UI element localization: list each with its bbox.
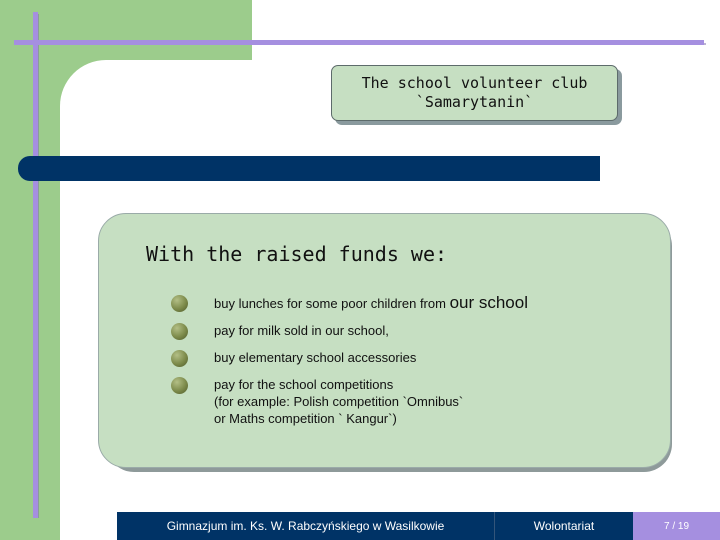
- bullet-icon: [171, 295, 188, 312]
- list-item-line: or Maths competition ` Kangur`): [214, 411, 397, 426]
- bullet-icon: [171, 377, 188, 394]
- list-item-emphasis: our school: [449, 293, 528, 312]
- slide-title-line-1: The school volunteer club: [361, 74, 588, 92]
- footer-page-number: 7 / 19: [633, 512, 720, 540]
- bullet-icon: [171, 323, 188, 340]
- content-panel: [98, 213, 671, 468]
- list-item: [171, 294, 528, 312]
- bullet-icon: [171, 350, 188, 367]
- list-item-text: buy lunches for some poor children from: [214, 296, 450, 311]
- list-item: [171, 349, 528, 366]
- list-item: [171, 322, 528, 339]
- panel-heading: With the raised funds we:: [146, 242, 448, 266]
- footer-school-name: Gimnazjum im. Ks. W. Rabczyńskiego w Wasilkowie: [117, 512, 494, 540]
- footer-section-name: Wolontariat: [494, 512, 633, 540]
- slide-title-line-2: `Samarytanin`: [415, 93, 534, 111]
- funds-list: [171, 294, 528, 427]
- list-item-line: (for example: Polish competition `Omnibus`: [214, 394, 464, 409]
- navy-title-bar: [18, 156, 600, 181]
- vertical-decorative-line: [33, 12, 38, 518]
- list-item: [171, 376, 528, 427]
- list-item-line: pay for the school competitions: [214, 377, 394, 392]
- horizontal-decorative-line: [14, 40, 704, 45]
- list-item-text: pay for milk sold in our school,: [214, 323, 389, 338]
- slide-title-box: [331, 65, 618, 121]
- list-item-text: buy elementary school accessories: [214, 350, 417, 365]
